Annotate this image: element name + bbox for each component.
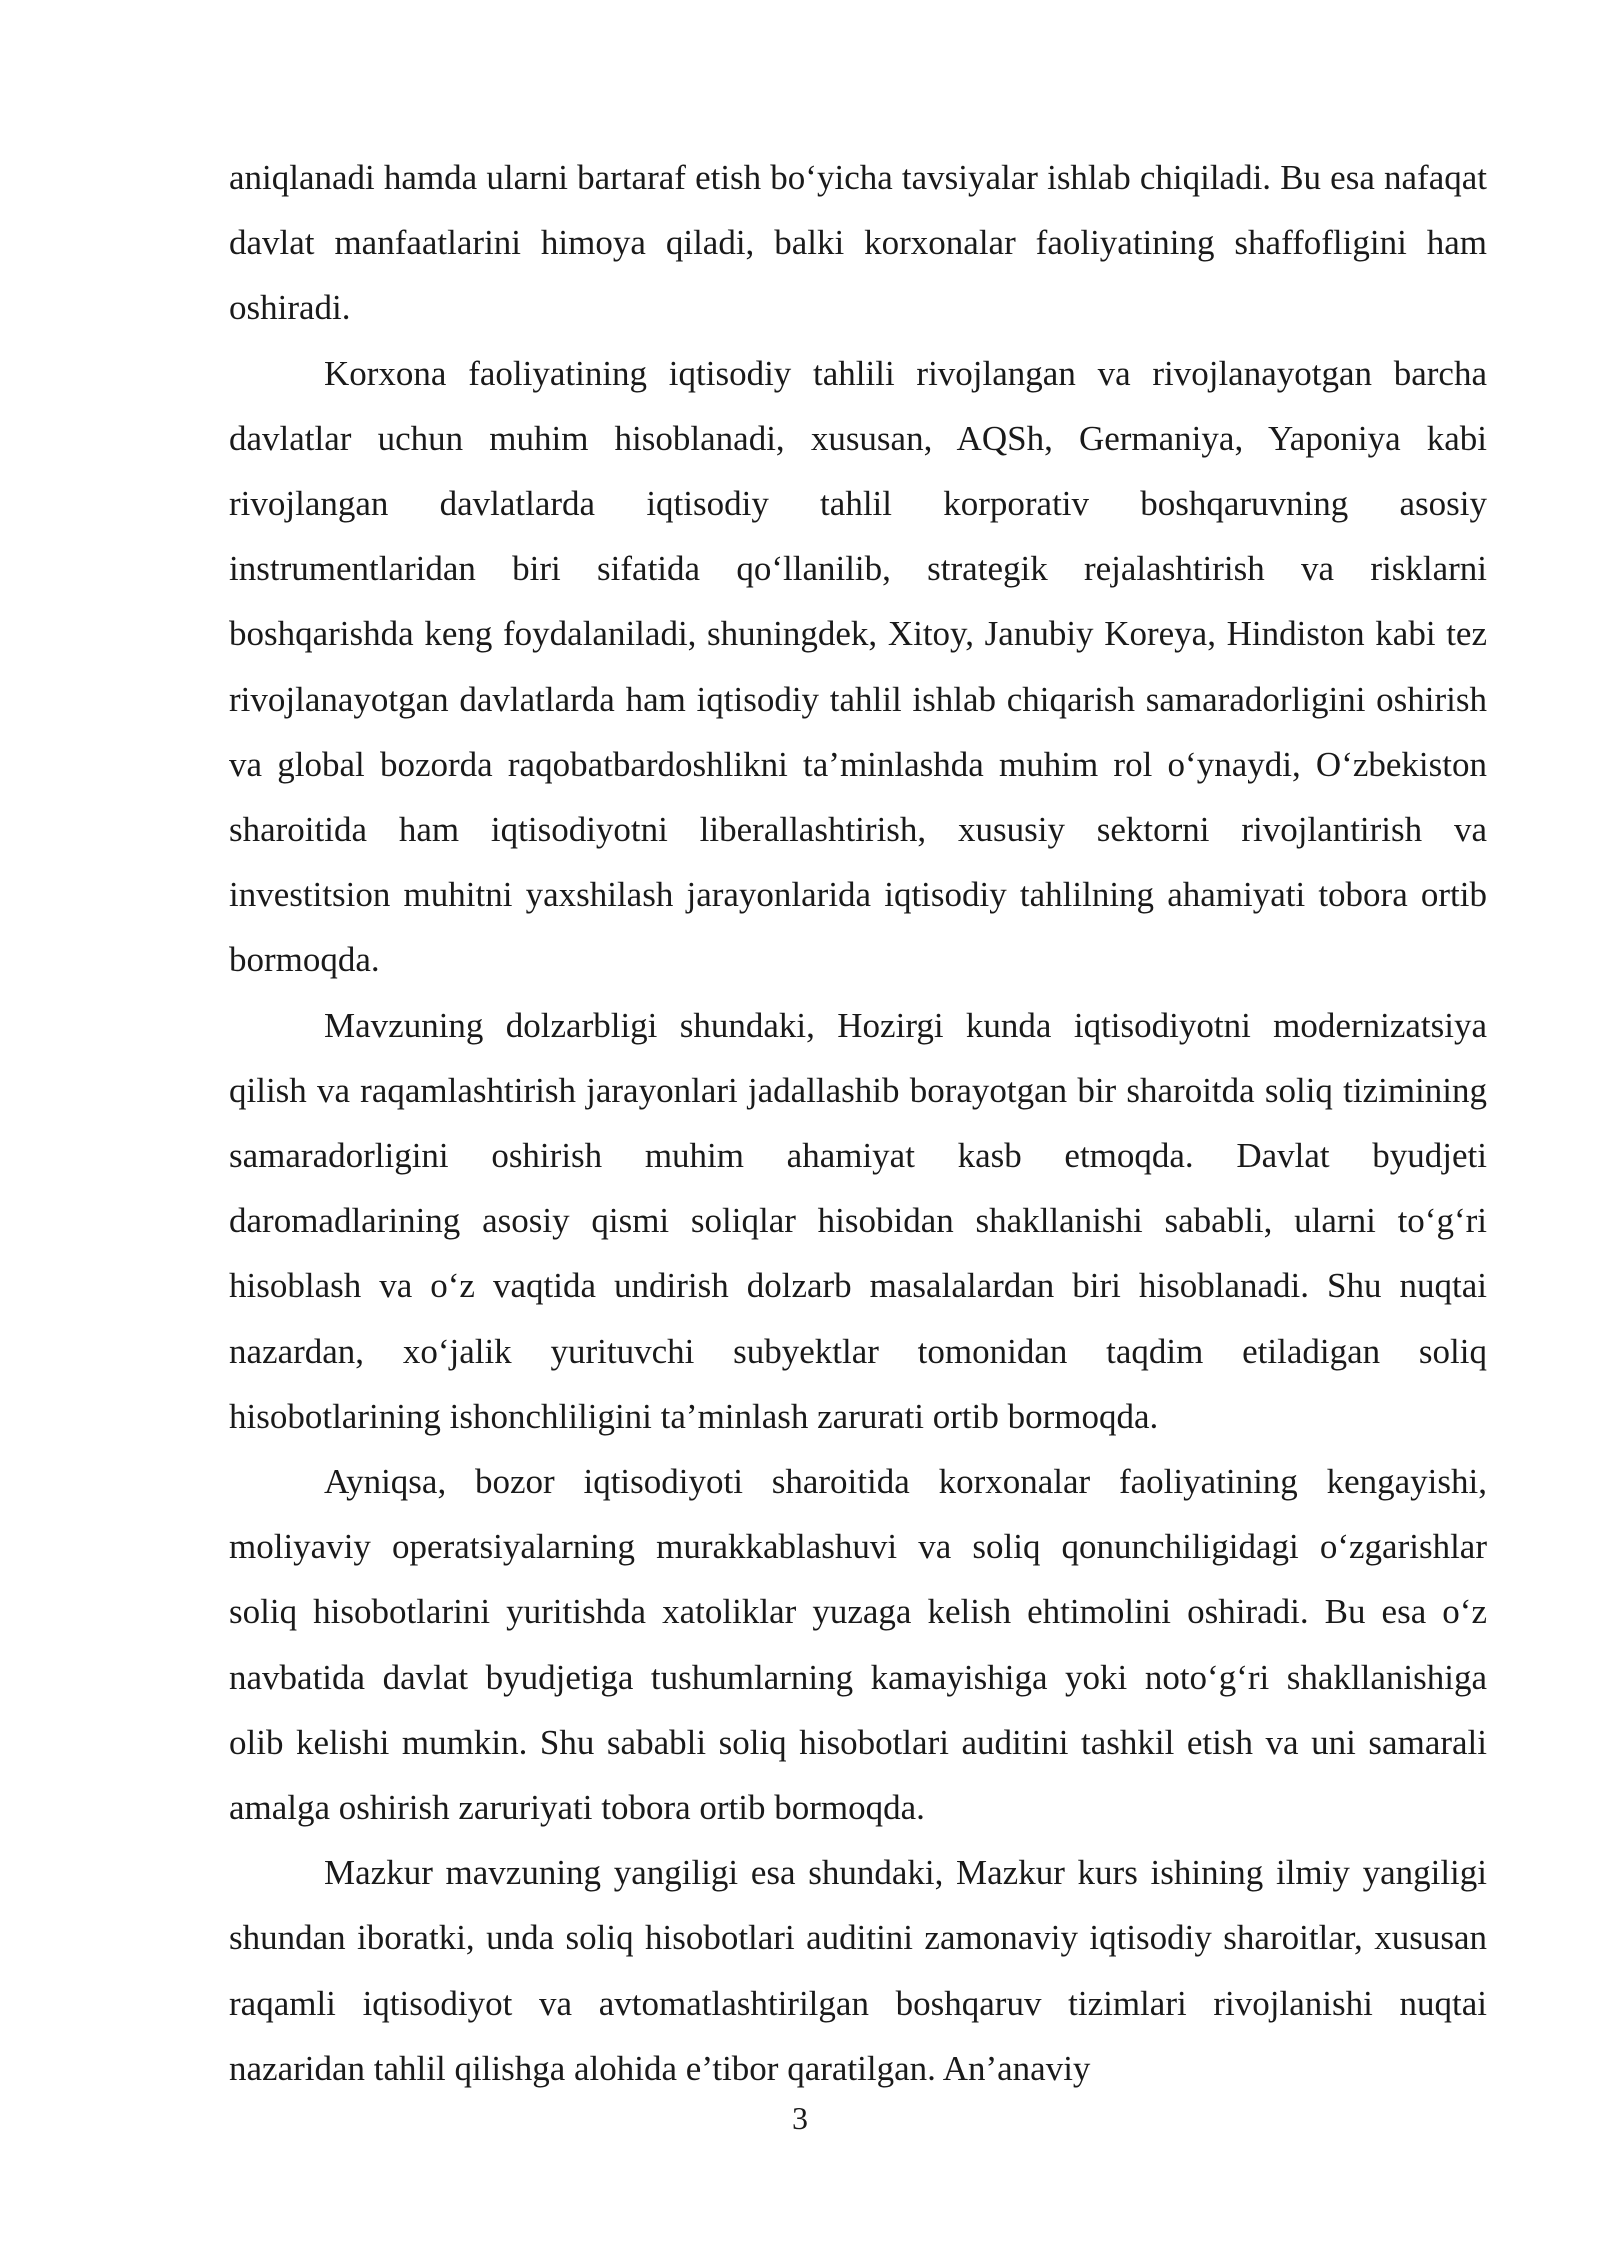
body-text [229,145,1487,2101]
page-number: 3 [792,2100,808,2136]
paragraph-5: Mazkur mavzuning yangiligi esa shundaki, Mazkur kurs ishining ilmiy yangiligi shundan iboratki, unda soliq hisobotlari auditini zamonaviy iqtisodiy sharoitlar, xususan raqamli iqtisodiyot va avtomatlashtirilgan boshqaruv tizimlari rivojlanishi nuqtai nazaridan tahlil qilishga alohida e’tibor qaratilgan. An’anaviy [229,1853,1487,2088]
paragraph-3: Mavzuning dolzarbligi shundaki, Hozirgi kunda iqtisodiyotni modernizatsiya qilish va raqamlashtirish jarayonlari jadallashib borayotgan bir sharoitda soliq tizimining samaradorligini oshirish muhim ahamiyat kasb etmoqda. Davlat byudjeti daromadlarining asosiy qismi soliqlar hisobidan shakllanishi sababli, ularni to‘g‘ri hisoblash va o‘z vaqtida undirish dolzarb masalalardan biri hisoblanadi. Shu nuqtai nazardan, xo‘jalik yurituvchi subyektlar tomonidan taqdim etiladigan soliq hisobotlarining ishonchliligini ta’minlash zarurati ortib bormoqda. [229,1005,1487,1436]
paragraph-2: Korxona faoliyatining iqtisodiy tahlili rivojlangan va rivojlanayotgan barcha davlatlar uchun muhim hisoblanadi, xususan, AQSh, Germaniya, Yaponiya kabi rivojlangan davlatlarda iqtisodiy tahlil korporativ boshqaruvning asosiy instrumentlaridan biri sifatida qo‘llanilib, strategik rejalashtirish va risklarni boshqarishda keng foydalaniladi, shuningdek, Xitoy, Janubiy Koreya, Hindiston kabi tez rivojlanayotgan davlatlarda ham iqtisodiy tahlil ishlab chiqarish samaradorligini oshirish va global bozorda raqobatbardoshlikni ta’minlashda muhim rol o‘ynaydi, O‘zbekiston sharoitida ham iqtisodiyotni liberallashtirish, xususiy sektorni rivojlantirish va investitsion muhitni yaxshilash jarayonlarida iqtisodiy tahlilning ahamiyati tobora ortib bormoqda. [229,353,1487,980]
paragraph-1: aniqlanadi hamda ularni bartaraf etish bo‘yicha tavsiyalar ishlab chiqiladi. Bu esa nafaqat davlat manfaatlarini himoya qiladi, balki korxonalar faoliyatining shaffofligini ham oshiradi. [229,158,1487,328]
paragraph-4: Ayniqsa, bozor iqtisodiyoti sharoitida korxonalar faoliyatining kengayishi, moliyaviy operatsiyalarning murakkablashuvi va soliq qonunchiligidagi o‘zgarishlar soliq hisobotlarini yuritishda xatoliklar yuzaga kelish ehtimolini oshiradi. Bu esa o‘z navbatida davlat byudjetiga tushumlarning kamayishiga yoki noto‘g‘ri shakllanishiga olib kelishi mumkin. Shu sababli soliq hisobotlari auditini tashkil etish va uni samarali amalga oshirish zaruriyati tobora ortib bormoqda. [229,1462,1487,1828]
